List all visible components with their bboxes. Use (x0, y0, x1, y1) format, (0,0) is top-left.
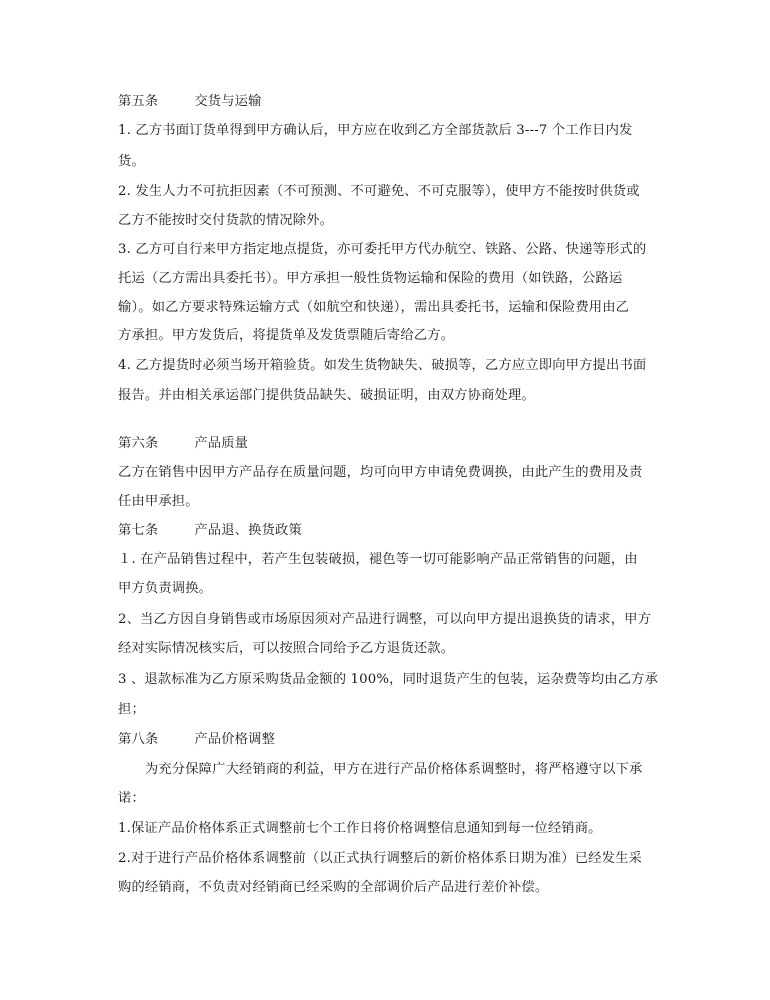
article-7-line: 甲方负责调换。 (118, 581, 213, 596)
article-7-line: １. 在产品销售过程中，若产生包装破损，褪色等一切可能影响产品正常销售的问题，由 (118, 552, 638, 567)
article-8-line: 为充分保障广大经销商的利益，甲方在进行产品价格体系调整时，将严格遵守以下承 (118, 762, 643, 777)
article-6-line: 任由甲承担。 (118, 494, 199, 509)
article-7-label: 第七条 (118, 523, 159, 538)
article-7-title: 产品退、换货政策 (194, 523, 302, 538)
article-5-heading (118, 93, 658, 111)
article-8-heading (118, 731, 658, 749)
article-6-heading (118, 435, 658, 453)
article-5-line: 报告。并由相关承运部门提供货品缺失、破损证明，由双方协商处理。 (118, 388, 535, 403)
article-7-line: 3 、退款标准为乙方原采购货品金额的 100%，同时退货产生的包装，运杂费等均由乙方承 (118, 672, 659, 687)
article-5-label: 第五条 (118, 94, 159, 109)
article-8-line: 购的经销商，不负责对经销商已经采购的全部调价后产品进行差价补偿。 (118, 880, 549, 895)
article-8-line: 诺： (118, 791, 145, 806)
article-8-line: 2.对于进行产品价格体系调整前（以正式执行调整后的新价格体系日期为准）已经发生采 (118, 851, 642, 866)
article-5-title: 交货与运输 (194, 94, 262, 109)
article-5-line: 2. 发生人力不可抗拒因素（不可预测、不可避免、不可克服等），使甲方不能按时供货或 (118, 184, 640, 199)
article-8-label: 第八条 (118, 732, 159, 747)
article-6-label: 第六条 (118, 436, 159, 451)
article-8-line: 1.保证产品价格体系正式调整前七个工作日将价格调整信息通知到每一位经销商。 (118, 821, 602, 836)
article-6-title: 产品质量 (194, 436, 249, 451)
article-5-line: 托运（乙方需出具委托书）。甲方承担一般性货物运输和保险的费用（如铁路，公路运 (118, 271, 623, 286)
article-6-line: 乙方在销售中因甲方产品存在质量问题，均可向甲方申请免费调换，由此产生的费用及责 (118, 465, 643, 480)
article-5-line: 方承担。甲方发货后，将提货单及发货票随后寄给乙方。 (118, 328, 455, 343)
article-7-line: 担； (118, 702, 145, 717)
article-5-line: 货。 (118, 154, 145, 169)
article-8-title: 产品价格调整 (194, 732, 276, 747)
article-5-line: 乙方不能按时交付货款的情况除外。 (118, 213, 334, 228)
article-7-line: 经对实际情况核实后，可以按照合同给予乙方退货还款。 (118, 641, 455, 656)
article-5-line: 3. 乙方可自行来甲方指定地点提货，亦可委托甲方代办航空、铁路、公路、快递等形式的 (118, 242, 647, 257)
article-5-line: 4. 乙方提货时必须当场开箱验货。如发生货物缺失、破损等，乙方应立即向甲方提出书面 (118, 358, 647, 373)
article-5-line: 输）。如乙方要求特殊运输方式（如航空和快递），需出具委托书，运输和保险费用由乙 (118, 300, 630, 315)
article-7-heading (118, 522, 658, 540)
article-7-line: 2、当乙方因自身销售或市场原因须对产品进行调整，可以向甲方提出退换货的请求，甲方 (118, 612, 652, 627)
article-5-line: 1. 乙方书面订货单得到甲方确认后，甲方应在收到乙方全部货款后 3---7 个工作日内发 (118, 123, 633, 138)
